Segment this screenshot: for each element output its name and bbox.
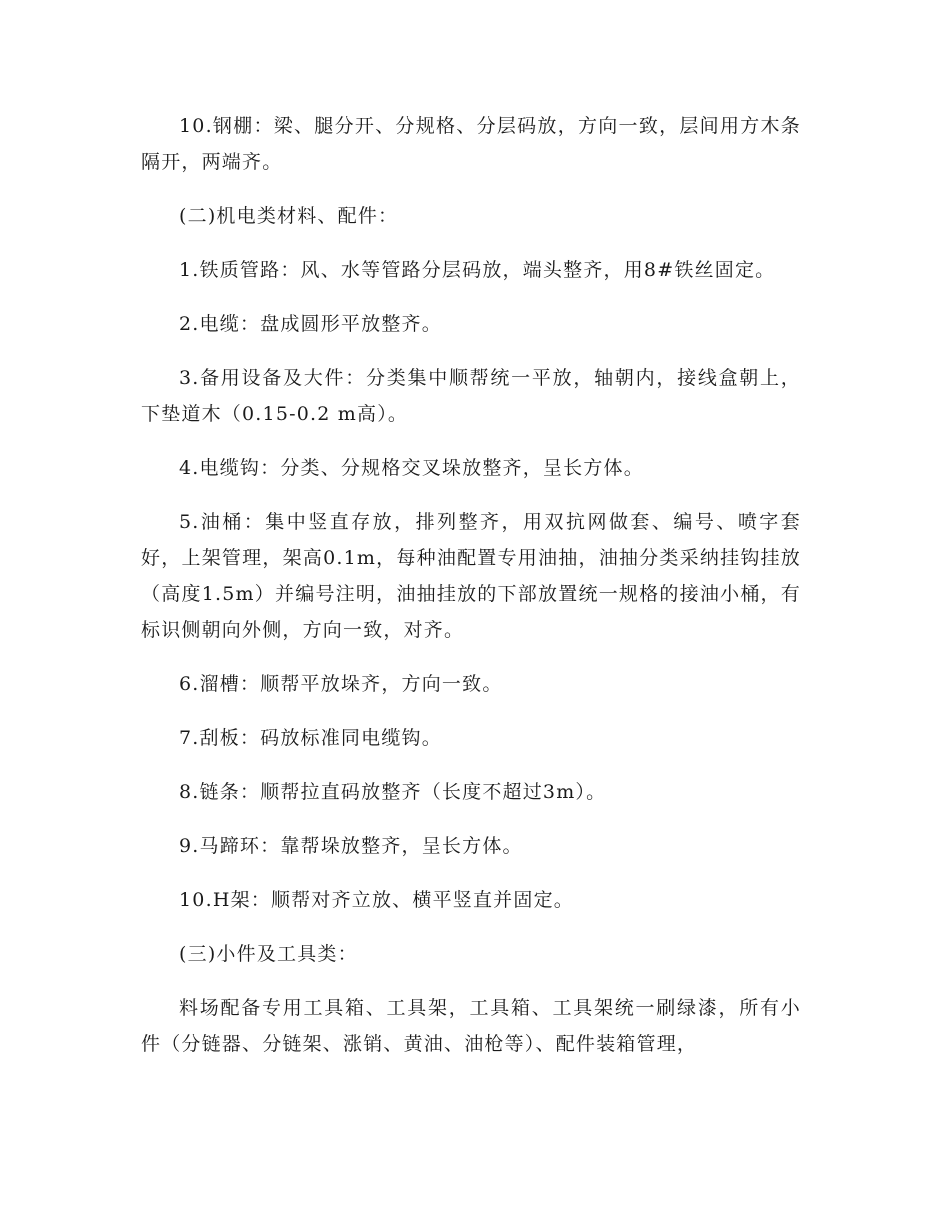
paragraph-spare-equipment: 3.备用设备及大件：分类集中顺帮统一平放，轴朝内，接线盒朝上，下垫道木（0.15-0.2 m高）。 (141, 367, 801, 425)
section-heading-electromechanical: (二)机电类材料、配件： (179, 205, 399, 227)
paragraph-chains: 8.链条：顺帮拉直码放整齐（长度不超过3m）。 (179, 781, 607, 803)
paragraph-cables: 2.电缆：盘成圆形平放整齐。 (179, 313, 442, 335)
paragraph-horseshoe-rings: 9.马蹄环：靠帮垛放整齐，呈长方体。 (179, 835, 523, 857)
paragraph-steel-shed: 10.钢棚：梁、腿分开、分规格、分层码放，方向一致，层间用方木条隔开，两端齐。 (141, 115, 801, 173)
section-heading-small-parts-tools: (三)小件及工具类： (179, 943, 358, 965)
paragraph-cable-hooks: 4.电缆钩：分类、分规格交叉垛放整齐，呈长方体。 (179, 457, 644, 479)
paragraph-chutes: 6.溜槽：顺帮平放垛齐，方向一致。 (179, 673, 503, 695)
document-body (141, 108, 801, 1062)
paragraph-oil-drums: 5.油桶：集中竖直存放，排列整齐，用双抗网做套、编号、喷字套好，上架管理，架高0.1m，每种油配置专用油抽，油抽分类采纳挂钩挂放（高度1.5m）并编号注明，油抽挂放的下部放置统一规格的接油小桶，有标识侧朝向外侧，方向一致，对齐。 (141, 511, 801, 641)
paragraph-iron-pipes: 1.铁质管路：风、水等管路分层码放，端头整齐，用8#铁丝固定。 (179, 259, 776, 281)
paragraph-h-frames: 10.H架：顺帮对齐立放、横平竖直并固定。 (179, 889, 574, 911)
paragraph-material-yard-tools: 料场配备专用工具箱、工具架，工具箱、工具架统一刷绿漆，所有小件（分链器、分链架、涨销、黄油、油枪等）、配件装箱管理， (141, 997, 801, 1055)
paragraph-scraper-plates: 7.刮板：码放标准同电缆钩。 (179, 727, 442, 749)
